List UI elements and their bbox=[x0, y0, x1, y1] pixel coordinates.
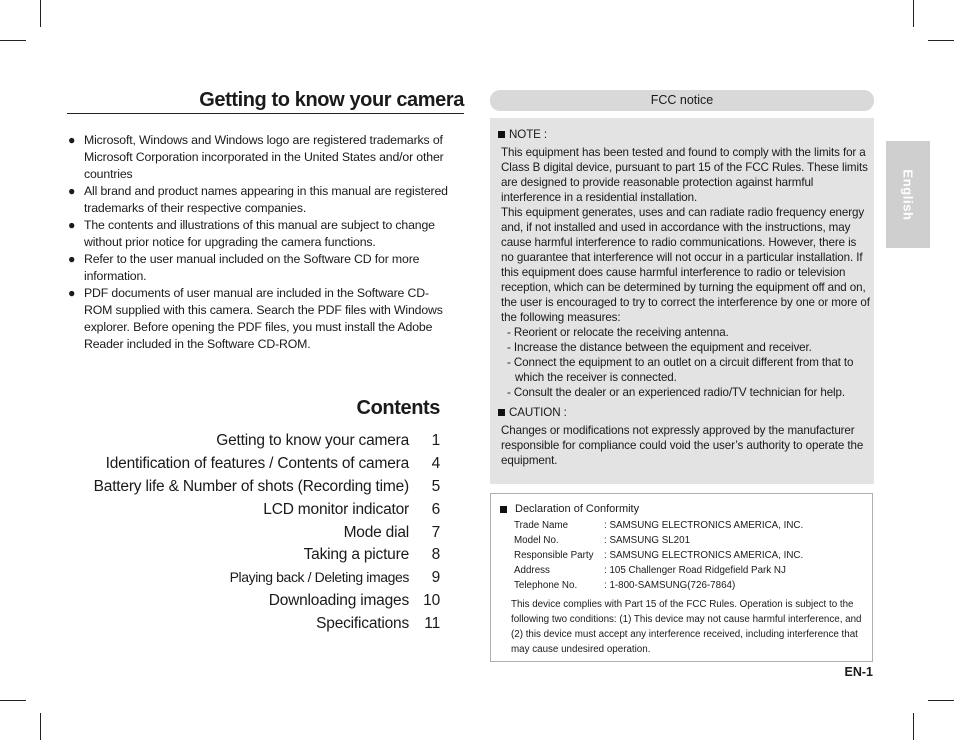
declaration-key: Telephone No. bbox=[514, 580, 578, 591]
table-row bbox=[514, 533, 865, 548]
toc-page: 5 bbox=[431, 477, 440, 495]
toc-label: Downloading images bbox=[268, 592, 409, 610]
square-bullet-icon bbox=[498, 131, 505, 138]
contents-title: Contents bbox=[356, 397, 440, 419]
caution-heading bbox=[498, 405, 870, 420]
table-row bbox=[514, 518, 865, 533]
list-item bbox=[68, 251, 450, 285]
declaration-heading bbox=[500, 503, 865, 515]
crop-mark bbox=[0, 40, 26, 41]
declaration-title: Declaration of Conformity bbox=[515, 503, 640, 515]
list-item: - Connect the equipment to an outlet on a circuit different from that to which the receiver is connected. bbox=[507, 356, 854, 384]
language-tab[interactable] bbox=[886, 141, 930, 248]
toc-entry[interactable] bbox=[40, 569, 440, 592]
note-heading-text: NOTE : bbox=[509, 128, 548, 141]
list-item: - Increase the distance between the equipment and receiver. bbox=[507, 341, 812, 354]
page-number: EN-1 bbox=[844, 665, 873, 679]
list-item: - Consult the dealer or an experienced radio/TV technician for help. bbox=[507, 386, 845, 399]
square-bullet-icon bbox=[500, 506, 507, 513]
toc-entry[interactable] bbox=[40, 455, 440, 478]
declaration-key: Trade Name bbox=[514, 520, 569, 531]
declaration-key: Address bbox=[514, 565, 550, 576]
language-tab-label: English bbox=[900, 168, 916, 221]
list-item bbox=[68, 132, 450, 183]
toc-page: 1 bbox=[431, 432, 440, 449]
toc-page: 10 bbox=[423, 592, 440, 610]
declaration-note: This device complies with Part 15 of the FCC Rules. Operation is subject to the following two conditions: (1) This device may not cause harmful interference, and (2) this device must accept any interference received, including interference that may cause undesired operation. bbox=[511, 599, 862, 655]
toc-label: Getting to know your camera bbox=[216, 432, 409, 449]
declaration-value: : 105 Challenger Road Ridgefield Park NJ bbox=[604, 565, 786, 576]
declaration-value: : SAMSUNG ELECTRONICS AMERICA, INC. bbox=[604, 520, 804, 531]
list-item bbox=[68, 183, 450, 217]
toc-entry[interactable] bbox=[40, 524, 440, 547]
toc-label: Playing back / Deleting images bbox=[229, 569, 409, 586]
toc-page: 8 bbox=[431, 546, 440, 564]
toc-label: Taking a picture bbox=[303, 546, 409, 564]
crop-mark bbox=[928, 700, 954, 701]
caution-paragraph: Changes or modifications not expressly approved by the manufacturer responsible for compliance could void the user’s authority to operate the equipment. bbox=[501, 424, 864, 467]
list-item-text: PDF documents of user manual are included in the Software CD-ROM supplied with this camera. Search the PDF files with Windows explorer. Before opening the PDF files, you must install the Adobe Reader included in the Software CD-ROM. bbox=[84, 286, 443, 351]
list-item-text: The contents and illustrations of this manual are subject to change without prior notice for upgrading the camera functions. bbox=[84, 218, 435, 249]
toc-entry[interactable] bbox=[40, 615, 440, 638]
crop-mark bbox=[913, 0, 914, 27]
crop-mark bbox=[928, 40, 954, 41]
toc-entry[interactable] bbox=[40, 592, 440, 615]
toc-label: Specifications bbox=[316, 615, 409, 633]
fcc-notice-panel bbox=[490, 118, 874, 484]
title-underline bbox=[67, 113, 464, 114]
list-item-text: Refer to the user manual included on the Software CD for more information. bbox=[84, 252, 420, 283]
table-row bbox=[514, 548, 865, 563]
crop-mark bbox=[913, 713, 914, 740]
table-of-contents bbox=[40, 432, 440, 638]
toc-page: 9 bbox=[431, 569, 440, 587]
toc-page: 6 bbox=[431, 500, 440, 518]
fcc-notice-header: FCC notice bbox=[490, 90, 874, 111]
declaration-table bbox=[514, 518, 865, 593]
crop-mark bbox=[40, 713, 41, 740]
square-bullet-icon bbox=[498, 409, 505, 416]
toc-entry[interactable] bbox=[40, 478, 440, 501]
toc-entry[interactable] bbox=[40, 501, 440, 524]
toc-page: 11 bbox=[424, 615, 440, 633]
toc-label: Identification of features / Contents of camera bbox=[105, 454, 409, 472]
page-title: Getting to know your camera bbox=[199, 89, 464, 111]
measures-list bbox=[507, 325, 870, 400]
declaration-key: Responsible Party bbox=[514, 550, 594, 561]
note-heading bbox=[498, 127, 870, 142]
list-item bbox=[68, 217, 450, 251]
toc-label: LCD monitor indicator bbox=[263, 500, 409, 518]
crop-mark bbox=[0, 700, 26, 701]
table-row bbox=[514, 563, 865, 578]
note-paragraph: This equipment generates, uses and can radiate radio frequency energy and, if not installed and used in accordance with the instructions, may cause harmful interference to radio communications. However, there is no guarantee that interference will not occur in a particular installation. If this equipment does cause harmful interference to radio or television reception, which can be determined by turning the equipment off and on, the user is encouraged to try to correct the interference by one or more of the following measures: bbox=[501, 206, 870, 324]
trademark-bullet-list bbox=[68, 132, 450, 353]
list-item-text: Microsoft, Windows and Windows logo are registered trademarks of Microsoft Corporation incorporated in the United States and/or other countries bbox=[84, 133, 444, 181]
crop-mark bbox=[40, 0, 41, 27]
caution-heading-text: CAUTION : bbox=[509, 406, 567, 419]
declaration-key: Model No. bbox=[514, 535, 559, 546]
list-item bbox=[68, 285, 450, 353]
bullet-icon: ● bbox=[68, 133, 76, 147]
bullet-icon: ● bbox=[68, 184, 76, 198]
declaration-value: : 1-800-SAMSUNG(726-7864) bbox=[604, 580, 736, 591]
toc-page: 7 bbox=[431, 523, 440, 541]
list-item: - Reorient or relocate the receiving antenna. bbox=[507, 326, 729, 339]
declaration-of-conformity-box bbox=[490, 493, 873, 662]
toc-entry[interactable] bbox=[40, 432, 440, 455]
bullet-icon: ● bbox=[68, 252, 76, 266]
toc-label: Battery life & Number of shots (Recording time) bbox=[93, 477, 409, 495]
bullet-icon: ● bbox=[68, 286, 76, 300]
declaration-value: : SAMSUNG ELECTRONICS AMERICA, INC. bbox=[604, 550, 804, 561]
toc-entry[interactable] bbox=[40, 546, 440, 569]
toc-label: Mode dial bbox=[343, 523, 409, 541]
list-item-text: All brand and product names appearing in this manual are registered trademarks of their respective companies. bbox=[84, 184, 448, 215]
note-paragraph: This equipment has been tested and found to comply with the limits for a Class B digital device, pursuant to part 15 of the FCC Rules. These limits are designed to provide reasonable protection against harmful interference in a residential installation. bbox=[501, 146, 868, 204]
toc-page: 4 bbox=[431, 454, 440, 472]
table-row bbox=[514, 578, 865, 593]
bullet-icon: ● bbox=[68, 218, 76, 232]
declaration-value: : SAMSUNG SL201 bbox=[604, 535, 691, 546]
